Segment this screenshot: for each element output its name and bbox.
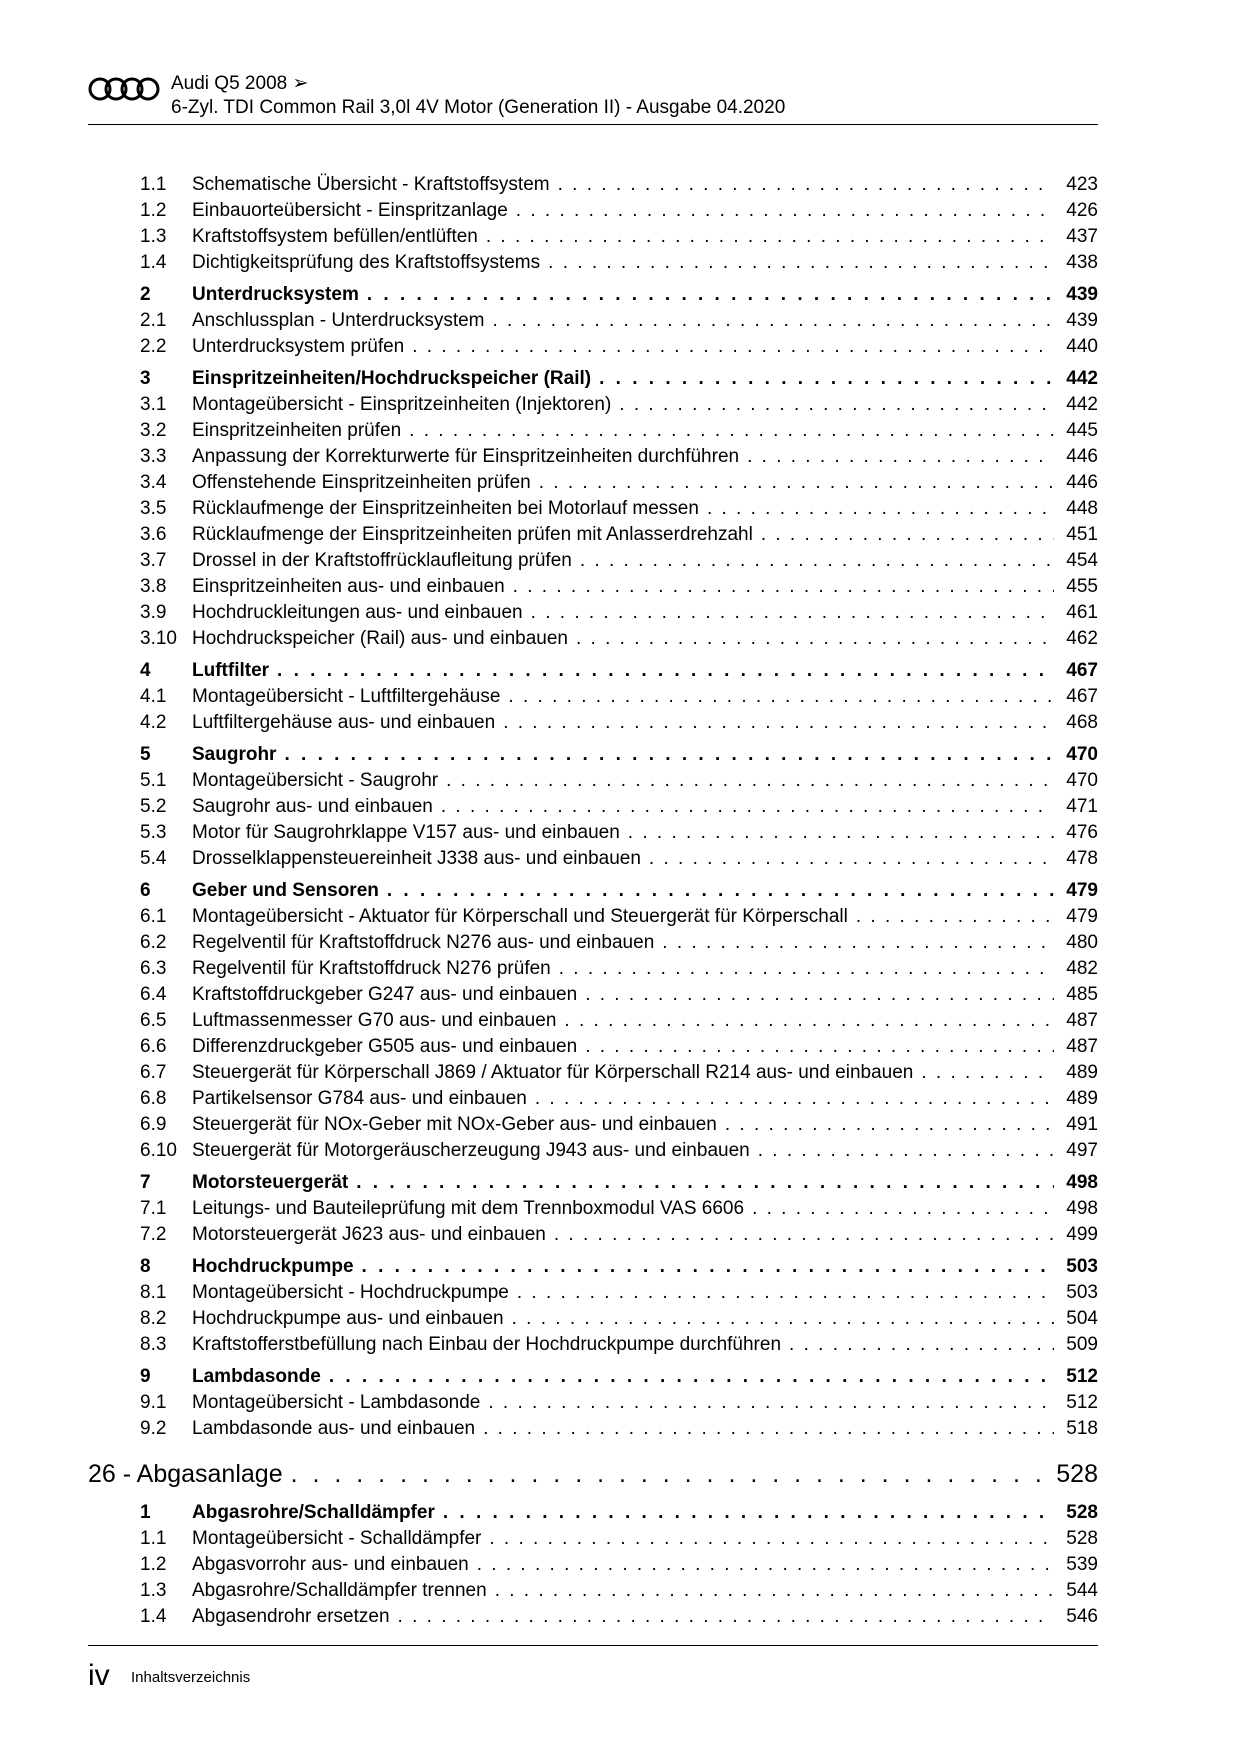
toc-entry-title: Motorsteuergerät J623 aus- und einbauen — [192, 1224, 546, 1245]
toc-subsection-entry[interactable] — [88, 1008, 1098, 1034]
toc-entry-title: Luftfilter — [192, 660, 270, 681]
toc-entry-page: 498 — [1066, 1172, 1098, 1193]
toc-subsection-entry[interactable] — [88, 574, 1098, 600]
toc-entry-page: 439 — [1066, 284, 1098, 305]
toc-subsection-entry[interactable] — [88, 392, 1098, 418]
toc-entry-number: 1.2 — [140, 1554, 167, 1575]
toc-dot-leader — [747, 444, 1054, 470]
toc-dot-leader — [362, 1254, 1054, 1280]
toc-entry-number: 8 — [140, 1256, 151, 1277]
toc-entry-page: 491 — [1066, 1114, 1098, 1135]
toc-entry-page: 455 — [1066, 576, 1098, 597]
toc-entry-number: 3.10 — [140, 628, 177, 649]
toc-dot-leader — [761, 522, 1054, 548]
toc-dot-leader — [489, 1526, 1054, 1552]
toc-section-entry[interactable] — [88, 1364, 1098, 1390]
toc-subsection-entry[interactable] — [88, 1222, 1098, 1248]
toc-subsection-entry[interactable] — [88, 522, 1098, 548]
toc-section-entry[interactable] — [88, 742, 1098, 768]
toc-dot-leader — [508, 684, 1054, 710]
toc-section-entry[interactable] — [88, 282, 1098, 308]
toc-dot-leader — [446, 768, 1054, 794]
toc-entry-title: Drosselklappensteuereinheit J338 aus- und einbauen — [192, 848, 641, 869]
toc-dot-leader — [564, 1008, 1054, 1034]
toc-subsection-entry[interactable] — [88, 1604, 1098, 1630]
toc-entry-number: 9.1 — [140, 1392, 167, 1413]
toc-entry-title: Montageübersicht - Luftfiltergehäuse — [192, 686, 501, 707]
toc-entry-number: 5.4 — [140, 848, 167, 869]
footer-page-number: iv — [88, 1659, 110, 1692]
toc-entry-page: 438 — [1066, 252, 1098, 273]
toc-entry-title: Hochdruckleitungen aus- und einbauen — [192, 602, 523, 623]
toc-entry-title: Montageübersicht - Aktuator für Körperschall und Steuergerät für Körperschall — [192, 906, 848, 927]
toc-entry-page: 498 — [1066, 1198, 1098, 1219]
toc-subsection-entry[interactable] — [88, 1332, 1098, 1358]
toc-entry-page: 503 — [1066, 1282, 1098, 1303]
toc-subsection-entry[interactable] — [88, 1552, 1098, 1578]
toc-dot-leader — [486, 224, 1054, 250]
toc-entry-page: 454 — [1066, 550, 1098, 571]
toc-subsection-entry[interactable] — [88, 956, 1098, 982]
toc-entry-page: 461 — [1066, 602, 1098, 623]
toc-section-entry[interactable] — [88, 878, 1098, 904]
toc-entry-title: 26 - Abgasanlage — [88, 1460, 283, 1488]
toc-entry-number: 6.3 — [140, 958, 167, 979]
toc-entry-page: 462 — [1066, 628, 1098, 649]
toc-entry-title: Saugrohr — [192, 744, 277, 765]
toc-entry-number: 8.1 — [140, 1282, 167, 1303]
toc-entry-number: 5.1 — [140, 770, 167, 791]
toc-entry-title: Lambdasonde aus- und einbauen — [192, 1418, 476, 1439]
toc-subsection-entry[interactable] — [88, 224, 1098, 250]
toc-entry-title: Leitungs- und Bauteileprüfung mit dem Trennboxmodul VAS 6606 — [192, 1198, 745, 1219]
toc-entry-title: Einspritzeinheiten prüfen — [192, 420, 402, 441]
toc-entry-number: 6.4 — [140, 984, 167, 1005]
toc-entry-page: 487 — [1066, 1036, 1098, 1057]
toc-entry-page: 503 — [1066, 1256, 1098, 1277]
toc-entry-number: 9.2 — [140, 1418, 167, 1439]
toc-entry-page: 476 — [1066, 822, 1098, 843]
toc-entry-page: 445 — [1066, 420, 1098, 441]
toc-entry-page: 509 — [1066, 1334, 1098, 1355]
toc-entry-number: 6.10 — [140, 1140, 177, 1161]
toc-entry-number: 6.2 — [140, 932, 167, 953]
toc-entry-title: Rücklaufmenge der Einspritzeinheiten prüfen mit Anlasserdrehzahl — [192, 524, 753, 545]
toc-dot-leader — [409, 418, 1054, 444]
toc-entry-title: Kraftstoffsystem befüllen/entlüften — [192, 226, 478, 247]
toc-dot-leader — [277, 658, 1054, 684]
toc-entry-title: Luftfiltergehäuse aus- und einbauen — [192, 712, 496, 733]
toc-subsection-entry[interactable] — [88, 418, 1098, 444]
toc-entry-number: 2 — [140, 284, 151, 305]
toc-subsection-entry[interactable] — [88, 548, 1098, 574]
toc-entry-page: 442 — [1066, 394, 1098, 415]
toc-entry-page: 487 — [1066, 1010, 1098, 1031]
toc-subsection-entry[interactable] — [88, 684, 1098, 710]
toc-entry-title: Lambdasonde — [192, 1366, 321, 1387]
toc-entry-page: 528 — [1056, 1460, 1098, 1488]
toc-dot-leader — [725, 1112, 1054, 1138]
toc-entry-title: Kraftstofferstbefüllung nach Einbau der Hochdruckpumpe durchführen — [192, 1334, 782, 1355]
toc-entry-number: 3.3 — [140, 446, 167, 467]
toc-entry-page: 423 — [1066, 174, 1098, 195]
toc-dot-leader — [503, 710, 1054, 736]
toc-entry-page: 528 — [1066, 1502, 1098, 1523]
toc-dot-leader — [412, 334, 1054, 360]
toc-entry-number: 3 — [140, 368, 151, 389]
toc-subsection-entry[interactable] — [88, 1060, 1098, 1086]
toc-dot-leader — [531, 600, 1054, 626]
toc-subsection-entry[interactable] — [88, 1416, 1098, 1442]
toc-dot-leader — [441, 794, 1054, 820]
toc-entry-page: 544 — [1066, 1580, 1098, 1601]
toc-entry-number: 1.3 — [140, 1580, 167, 1601]
toc-dot-leader — [329, 1364, 1054, 1390]
toc-entry-title: Hochdruckpumpe — [192, 1256, 354, 1277]
toc-subsection-entry[interactable] — [88, 1306, 1098, 1332]
toc-entry-number: 3.6 — [140, 524, 167, 545]
toc-entry-number: 1.4 — [140, 1606, 167, 1627]
toc-entry-page: 470 — [1066, 770, 1098, 791]
toc-entry-number: 1.3 — [140, 226, 167, 247]
toc-entry-title: Montageübersicht - Einspritzeinheiten (Injektoren) — [192, 394, 612, 415]
toc-entry-number: 2.1 — [140, 310, 167, 331]
toc-dot-leader — [619, 392, 1054, 418]
toc-dot-leader — [585, 1034, 1054, 1060]
toc-section-entry[interactable] — [88, 1254, 1098, 1280]
toc-dot-leader — [356, 1170, 1054, 1196]
toc-dot-leader — [513, 574, 1054, 600]
toc-entry-page: 446 — [1066, 472, 1098, 493]
toc-entry-title: Montageübersicht - Lambdasonde — [192, 1392, 481, 1413]
toc-subsection-entry[interactable] — [88, 172, 1098, 198]
toc-entry-title: Montageübersicht - Hochdruckpumpe — [192, 1282, 509, 1303]
toc-entry-number: 5.3 — [140, 822, 167, 843]
toc-entry-page: 451 — [1066, 524, 1098, 545]
toc-entry-number: 3.8 — [140, 576, 167, 597]
toc-subsection-entry[interactable] — [88, 470, 1098, 496]
toc-entry-title: Luftmassenmesser G70 aus- und einbauen — [192, 1010, 557, 1031]
page-header — [88, 72, 1098, 128]
toc-entry-page: 504 — [1066, 1308, 1098, 1329]
toc-dot-leader — [443, 1500, 1054, 1526]
page-footer — [88, 1645, 1098, 1692]
toc-dot-leader — [488, 1390, 1054, 1416]
toc-subsection-entry[interactable] — [88, 930, 1098, 956]
toc-entry-title: Unterdrucksystem — [192, 284, 359, 305]
toc-entry-page: 479 — [1066, 906, 1098, 927]
toc-entry-number: 3.2 — [140, 420, 167, 441]
toc-entry-page: 467 — [1066, 660, 1098, 681]
toc-entry-title: Dichtigkeitsprüfung des Kraftstoffsystems — [192, 252, 541, 273]
toc-entry-page: 442 — [1066, 368, 1098, 389]
toc-entry-number: 6 — [140, 880, 151, 901]
toc-dot-leader — [517, 1280, 1054, 1306]
toc-entry-page: 480 — [1066, 932, 1098, 953]
toc-entry-number: 5.2 — [140, 796, 167, 817]
toc-dot-leader — [921, 1060, 1054, 1086]
toc-entry-title: Montageübersicht - Saugrohr — [192, 770, 439, 791]
toc-entry-title: Abgasrohre/Schalldämpfer — [192, 1502, 435, 1523]
toc-subsection-entry[interactable] — [88, 1086, 1098, 1112]
toc-entry-number: 3.1 — [140, 394, 167, 415]
toc-dot-leader — [284, 742, 1054, 768]
toc-entry-page: 499 — [1066, 1224, 1098, 1245]
toc-dot-leader — [512, 1306, 1054, 1332]
toc-entry-title: Schematische Übersicht - Kraftstoffsystem — [192, 174, 550, 195]
toc-dot-leader — [599, 366, 1054, 392]
toc-section-entry[interactable] — [88, 658, 1098, 684]
toc-subsection-entry[interactable] — [88, 1526, 1098, 1552]
toc-entry-title: Saugrohr aus- und einbauen — [192, 796, 433, 817]
toc-subsection-entry[interactable] — [88, 710, 1098, 736]
toc-entry-title: Abgasendrohr ersetzen — [192, 1606, 390, 1627]
toc-subsection-entry[interactable] — [88, 308, 1098, 334]
toc-dot-leader — [856, 904, 1054, 930]
toc-entry-number: 3.5 — [140, 498, 167, 519]
toc-entry-number: 6.9 — [140, 1114, 167, 1135]
toc-dot-leader — [558, 172, 1054, 198]
toc-entry-title: Geber und Sensoren — [192, 880, 379, 901]
toc-entry-title: Hochdruckspeicher (Rail) aus- und einbauen — [192, 628, 568, 649]
toc-subsection-entry[interactable] — [88, 1112, 1098, 1138]
footer-section-label: Inhaltsverzeichnis — [131, 1669, 251, 1686]
toc-entry-title: Abgasrohre/Schalldämpfer trennen — [192, 1580, 487, 1601]
toc-section-entry[interactable] — [88, 1170, 1098, 1196]
toc-entry-number: 3.7 — [140, 550, 167, 571]
header-model-line: Audi Q5 2008 ➢ — [171, 73, 309, 94]
toc-entry-page: 485 — [1066, 984, 1098, 1005]
toc-subsection-entry[interactable] — [88, 904, 1098, 930]
header-engine-line: 6-Zyl. TDI Common Rail 3,0l 4V Motor (Generation II) - Ausgabe 04.2020 — [171, 97, 786, 118]
toc-subsection-entry[interactable] — [88, 1138, 1098, 1164]
toc-entry-number: 7.1 — [140, 1198, 167, 1219]
toc-entry-number: 4.1 — [140, 686, 167, 707]
toc-entry-page: 468 — [1066, 712, 1098, 733]
toc-entry-page: 546 — [1066, 1606, 1098, 1627]
toc-entry-title: Kraftstoffdruckgeber G247 aus- und einbauen — [192, 984, 578, 1005]
toc-dot-leader — [493, 308, 1055, 334]
toc-entry-page: 528 — [1066, 1528, 1098, 1549]
toc-dot-leader — [559, 956, 1054, 982]
toc-subsection-entry[interactable] — [88, 1280, 1098, 1306]
toc-entry-number: 8.2 — [140, 1308, 167, 1329]
header-divider — [88, 124, 1098, 125]
toc-entry-page: 478 — [1066, 848, 1098, 869]
toc-entry-page: 448 — [1066, 498, 1098, 519]
toc-dot-leader — [477, 1552, 1054, 1578]
toc-entry-number: 1.1 — [140, 1528, 167, 1549]
toc-entry-title: Offenstehende Einspritzeinheiten prüfen — [192, 472, 531, 493]
toc-entry-page: 489 — [1066, 1088, 1098, 1109]
toc-entry-title: Steuergerät für Motorgeräuscherzeugung J943 aus- und einbauen — [192, 1140, 750, 1161]
toc-subsection-entry[interactable] — [88, 1034, 1098, 1060]
toc-entry-page: 512 — [1066, 1366, 1098, 1387]
toc-dot-leader — [585, 982, 1054, 1008]
toc-entry-page: 440 — [1066, 336, 1098, 357]
toc-dot-leader — [752, 1196, 1054, 1222]
toc-subsection-entry[interactable] — [88, 846, 1098, 872]
footer-divider — [88, 1645, 1098, 1646]
toc-entry-number: 8.3 — [140, 1334, 167, 1355]
toc-entry-number: 6.6 — [140, 1036, 167, 1057]
toc-dot-leader — [758, 1138, 1054, 1164]
toc-entry-number: 7.2 — [140, 1224, 167, 1245]
toc-entry-number: 1.4 — [140, 252, 167, 273]
toc-dot-leader — [707, 496, 1054, 522]
toc-subsection-entry[interactable] — [88, 198, 1098, 224]
toc-entry-number: 1 — [140, 1502, 151, 1523]
toc-entry-number: 9 — [140, 1366, 151, 1387]
toc-dot-leader — [539, 470, 1054, 496]
toc-subsection-entry[interactable] — [88, 768, 1098, 794]
toc-subsection-entry[interactable] — [88, 496, 1098, 522]
toc-entry-number: 1.2 — [140, 200, 167, 221]
toc-entry-title: Drossel in der Kraftstoffrücklaufleitung prüfen — [192, 550, 572, 571]
toc-entry-title: Hochdruckpumpe aus- und einbauen — [192, 1308, 504, 1329]
toc-subsection-entry[interactable] — [88, 820, 1098, 846]
toc-entry-number: 6.7 — [140, 1062, 167, 1083]
toc-entry-title: Motorsteuergerät — [192, 1172, 349, 1193]
toc-entry-number: 4.2 — [140, 712, 167, 733]
toc-entry-title: Unterdrucksystem prüfen — [192, 336, 405, 357]
toc-entry-title: Regelventil für Kraftstoffdruck N276 aus- und einbauen — [192, 932, 655, 953]
toc-entry-page: 512 — [1066, 1392, 1098, 1413]
toc-entry-page: 446 — [1066, 446, 1098, 467]
toc-dot-leader — [628, 820, 1054, 846]
toc-dot-leader — [548, 250, 1054, 276]
toc-entry-page: 539 — [1066, 1554, 1098, 1575]
toc-entry-number: 5 — [140, 744, 151, 765]
toc-dot-leader — [580, 548, 1054, 574]
toc-subsection-entry[interactable] — [88, 1578, 1098, 1604]
toc-entry-title: Steuergerät für Körperschall J869 / Aktuator für Körperschall R214 aus- und einbauen — [192, 1062, 914, 1083]
toc-subsection-entry[interactable] — [88, 334, 1098, 360]
toc-section-entry[interactable] — [88, 1500, 1098, 1526]
toc-entry-title: Anschlussplan - Unterdrucksystem — [192, 310, 485, 331]
toc-dot-leader — [483, 1416, 1054, 1442]
toc-section-entry[interactable] — [88, 366, 1098, 392]
toc-entry-number: 6.8 — [140, 1088, 167, 1109]
toc-entry-title: Differenzdruckgeber G505 aus- und einbauen — [192, 1036, 578, 1057]
toc-dot-leader — [662, 930, 1054, 956]
toc-entry-number: 6.1 — [140, 906, 167, 927]
toc-subsection-entry[interactable] — [88, 600, 1098, 626]
toc-subsection-entry[interactable] — [88, 1390, 1098, 1416]
toc-entry-number: 4 — [140, 660, 151, 681]
toc-dot-leader — [495, 1578, 1054, 1604]
toc-subsection-entry[interactable] — [88, 794, 1098, 820]
toc-entry-number: 1.1 — [140, 174, 167, 195]
toc-dot-leader — [649, 846, 1054, 872]
toc-entry-page: 439 — [1066, 310, 1098, 331]
audi-rings-logo — [88, 76, 162, 102]
toc-entry-title: Regelventil für Kraftstoffdruck N276 prüfen — [192, 958, 551, 979]
toc-entry-page: 497 — [1066, 1140, 1098, 1161]
toc-entry-number: 6.5 — [140, 1010, 167, 1031]
toc-dot-leader — [367, 282, 1054, 308]
toc-subsection-entry[interactable] — [88, 444, 1098, 470]
toc-dot-leader — [789, 1332, 1054, 1358]
toc-entry-title: Motor für Saugrohrklappe V157 aus- und einbauen — [192, 822, 620, 843]
toc-entry-page: 471 — [1066, 796, 1098, 817]
toc-entry-page: 470 — [1066, 744, 1098, 765]
toc-entry-title: Partikelsensor G784 aus- und einbauen — [192, 1088, 527, 1109]
toc-entry-number: 7 — [140, 1172, 151, 1193]
toc-entry-title: Abgasvorrohr aus- und einbauen — [192, 1554, 469, 1575]
toc-entry-title: Rücklaufmenge der Einspritzeinheiten bei Motorlauf messen — [192, 498, 699, 519]
toc-entry-page: 518 — [1066, 1418, 1098, 1439]
toc-entry-title: Steuergerät für NOx-Geber mit NOx-Geber aus- und einbauen — [192, 1114, 717, 1135]
toc-entry-number: 2.2 — [140, 336, 167, 357]
toc-dot-leader — [398, 1604, 1054, 1630]
toc-entry-page: 489 — [1066, 1062, 1098, 1083]
toc-entry-title: Einspritzeinheiten/Hochdruckspeicher (Rail) — [192, 368, 592, 389]
toc-chapter-entry[interactable] — [88, 1454, 1098, 1494]
table-of-contents — [88, 172, 1098, 1630]
toc-subsection-entry[interactable] — [88, 982, 1098, 1008]
toc-dot-leader — [387, 878, 1054, 904]
toc-subsection-entry[interactable] — [88, 1196, 1098, 1222]
toc-entry-title: Montageübersicht - Schalldämpfer — [192, 1528, 482, 1549]
toc-entry-page: 482 — [1066, 958, 1098, 979]
toc-entry-title: Einspritzeinheiten aus- und einbauen — [192, 576, 505, 597]
toc-dot-leader — [554, 1222, 1054, 1248]
toc-entry-title: Einbauorteübersicht - Einspritzanlage — [192, 200, 508, 221]
toc-dot-leader — [516, 198, 1054, 224]
toc-entry-page: 437 — [1066, 226, 1098, 247]
toc-entry-page: 479 — [1066, 880, 1098, 901]
toc-entry-page: 426 — [1066, 200, 1098, 221]
toc-entry-number: 3.4 — [140, 472, 167, 493]
toc-dot-leader — [535, 1086, 1054, 1112]
toc-entry-page: 467 — [1066, 686, 1098, 707]
toc-subsection-entry[interactable] — [88, 626, 1098, 652]
toc-entry-title: Anpassung der Korrekturwerte für Einspritzeinheiten durchführen — [192, 446, 740, 467]
header-text — [171, 72, 785, 120]
toc-dot-leader — [291, 1454, 1049, 1494]
toc-subsection-entry[interactable] — [88, 250, 1098, 276]
toc-dot-leader — [576, 626, 1054, 652]
toc-entry-number: 3.9 — [140, 602, 167, 623]
